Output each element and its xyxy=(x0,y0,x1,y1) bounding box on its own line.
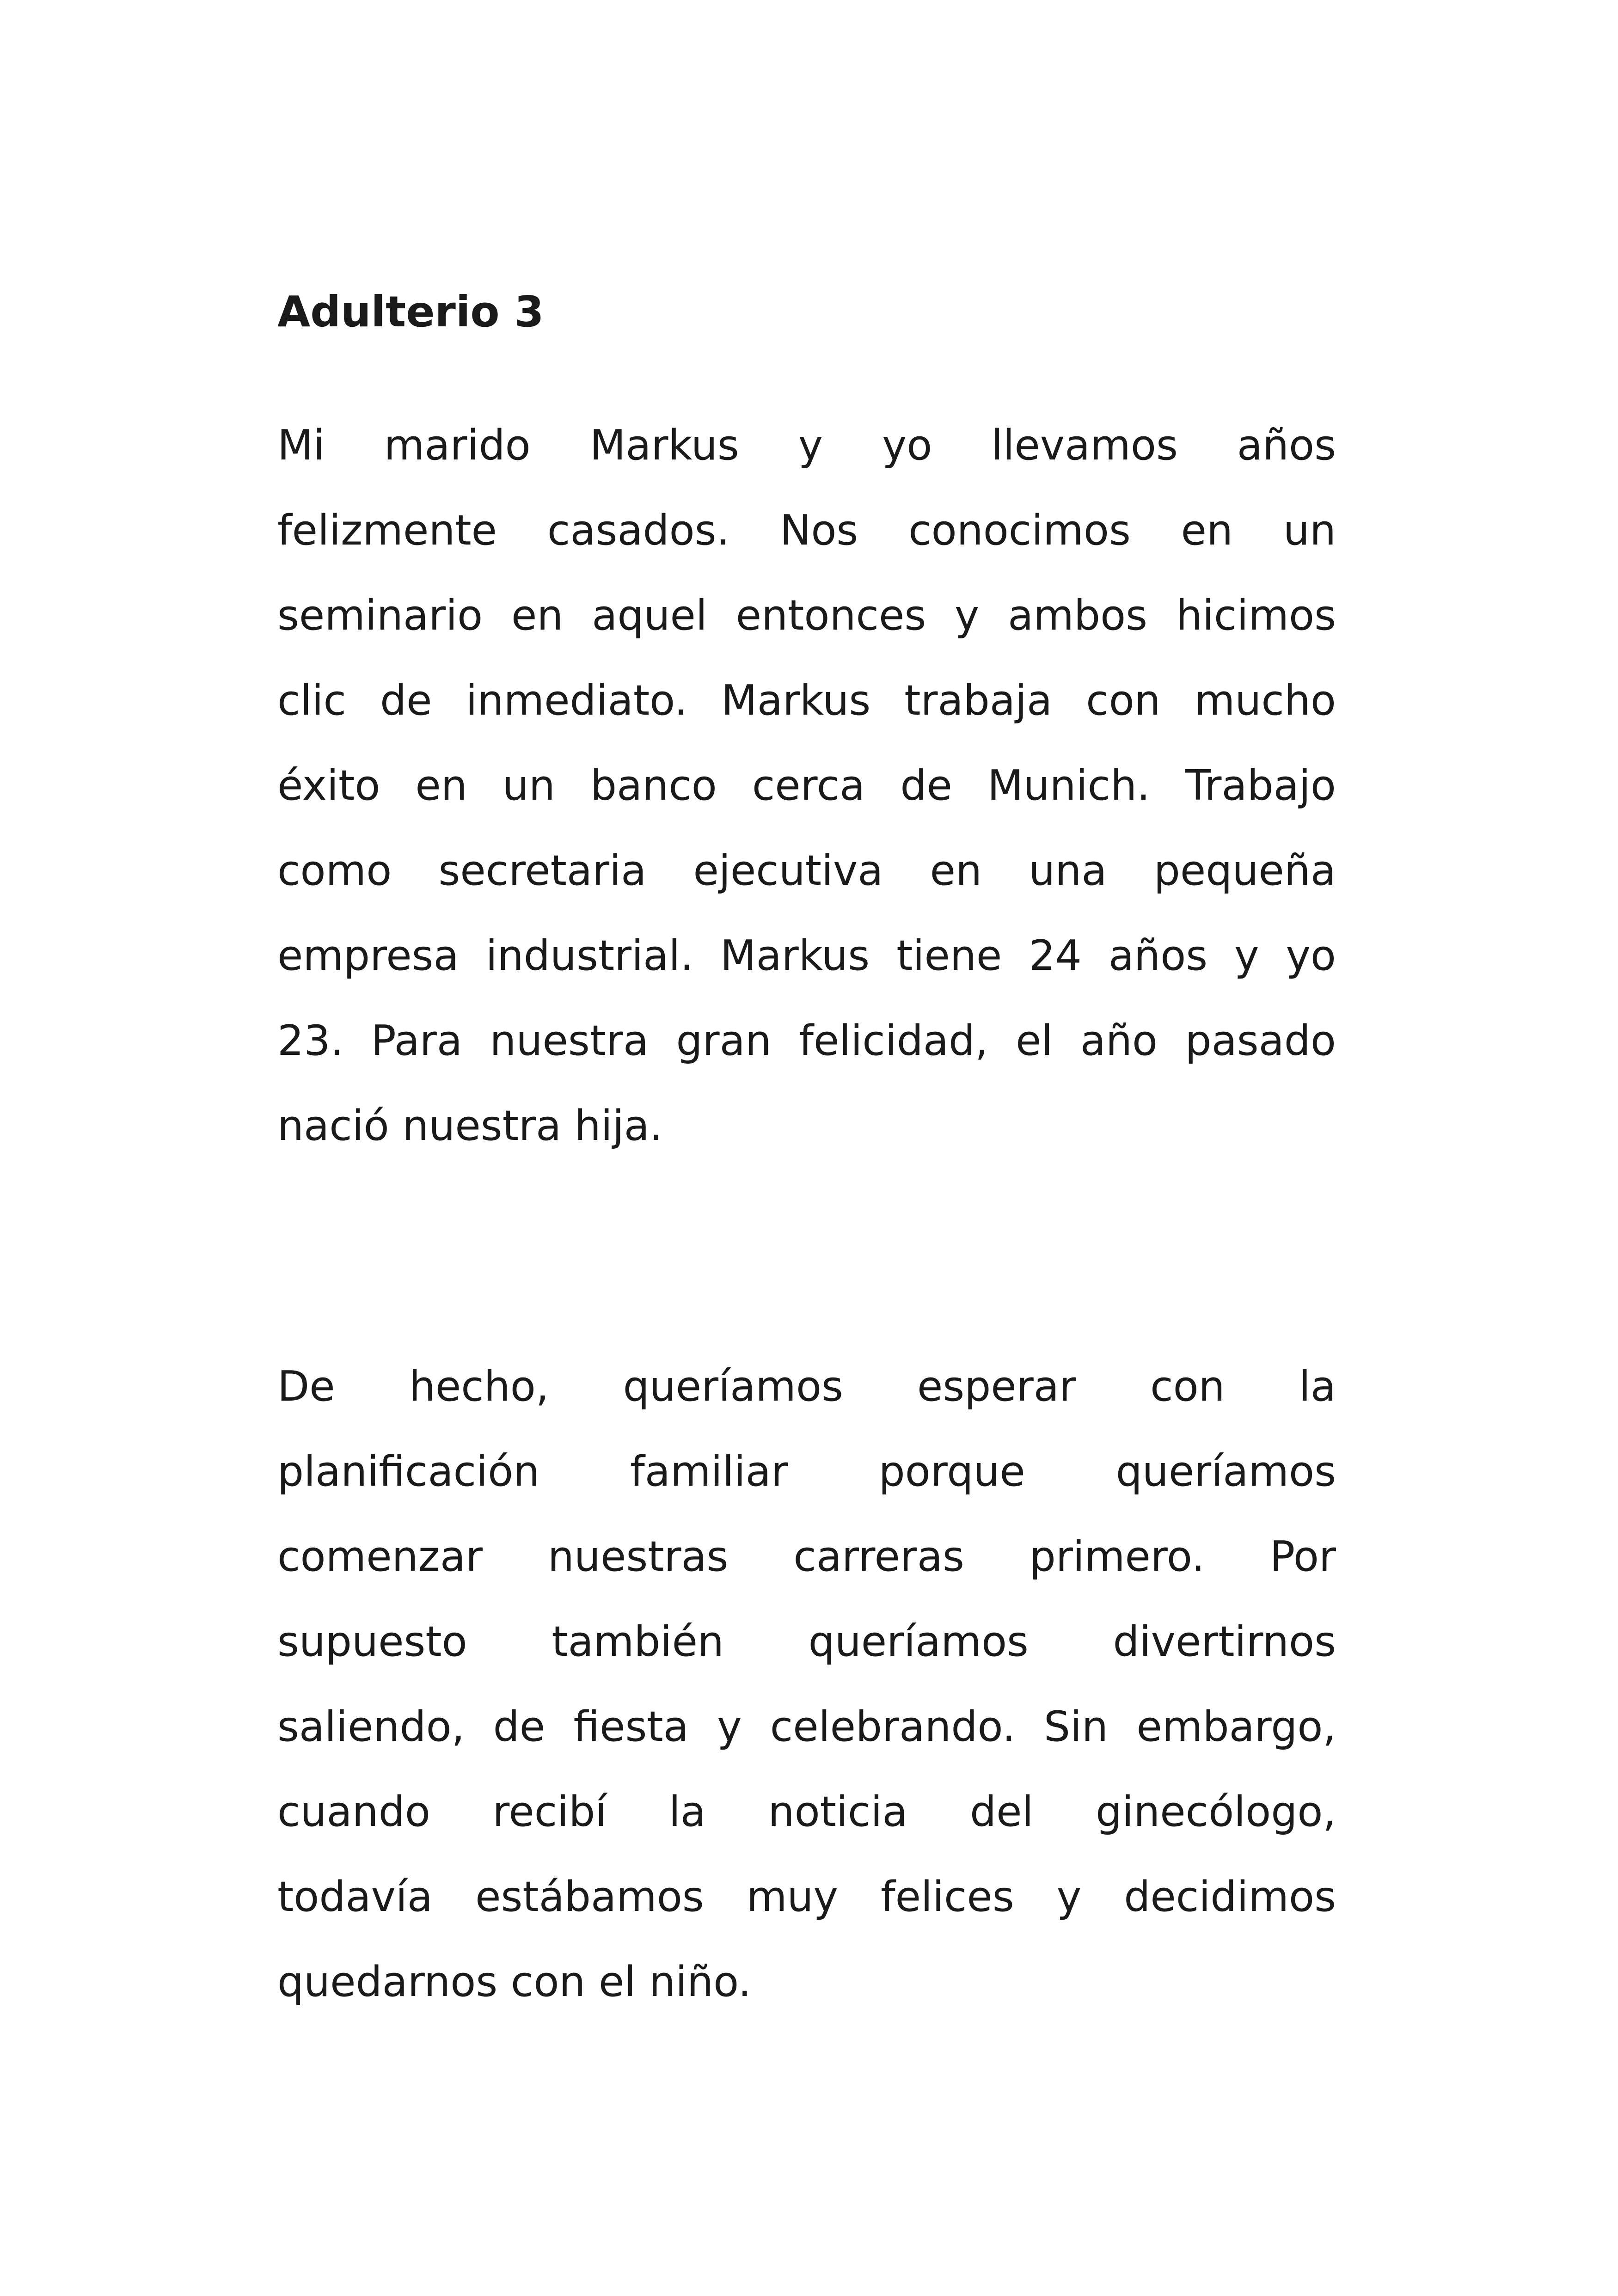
paragraph-line: éxito en un banco cerca de Munich. Trabajo xyxy=(277,761,1336,810)
paragraph-line: supuesto también queríamos divertirnos xyxy=(277,1617,1336,1666)
paragraph-line: De hecho, queríamos esperar con la xyxy=(277,1362,1336,1411)
paragraph-line: planificación familiar porque queríamos xyxy=(277,1447,1336,1496)
paragraph-line: felizmente casados. Nos conocimos en un xyxy=(277,506,1336,555)
paragraph-2 xyxy=(277,1344,1336,2025)
paragraph-1 xyxy=(277,403,1336,1169)
paragraph-line: todavía estábamos muy felices y decidimos xyxy=(277,1873,1336,1921)
paragraph-line: seminario en aquel entonces y ambos hicimos xyxy=(277,591,1336,640)
paragraph-line: comenzar nuestras carreras primero. Por xyxy=(277,1532,1336,1581)
paragraph-line: quedarnos con el niño. xyxy=(277,1958,752,2006)
paragraph-line: cuando recibí la noticia del ginecólogo, xyxy=(277,1788,1336,1836)
paragraph-line: nació nuestra hija. xyxy=(277,1102,663,1150)
paragraph-line: 23. Para nuestra gran felicidad, el año pasado xyxy=(277,1016,1336,1065)
paragraph-line: Mi marido Markus y yo llevamos años xyxy=(277,421,1336,470)
paragraph-line: clic de inmediato. Markus trabaja con mucho xyxy=(277,676,1336,725)
paragraph-line: como secretaria ejecutiva en una pequeña xyxy=(277,846,1336,895)
paragraph-line: empresa industrial. Markus tiene 24 años y yo xyxy=(277,931,1336,980)
paragraph-line: saliendo, de fiesta y celebrando. Sin embargo, xyxy=(277,1702,1336,1751)
document-title: Adulterio 3 xyxy=(277,287,544,337)
